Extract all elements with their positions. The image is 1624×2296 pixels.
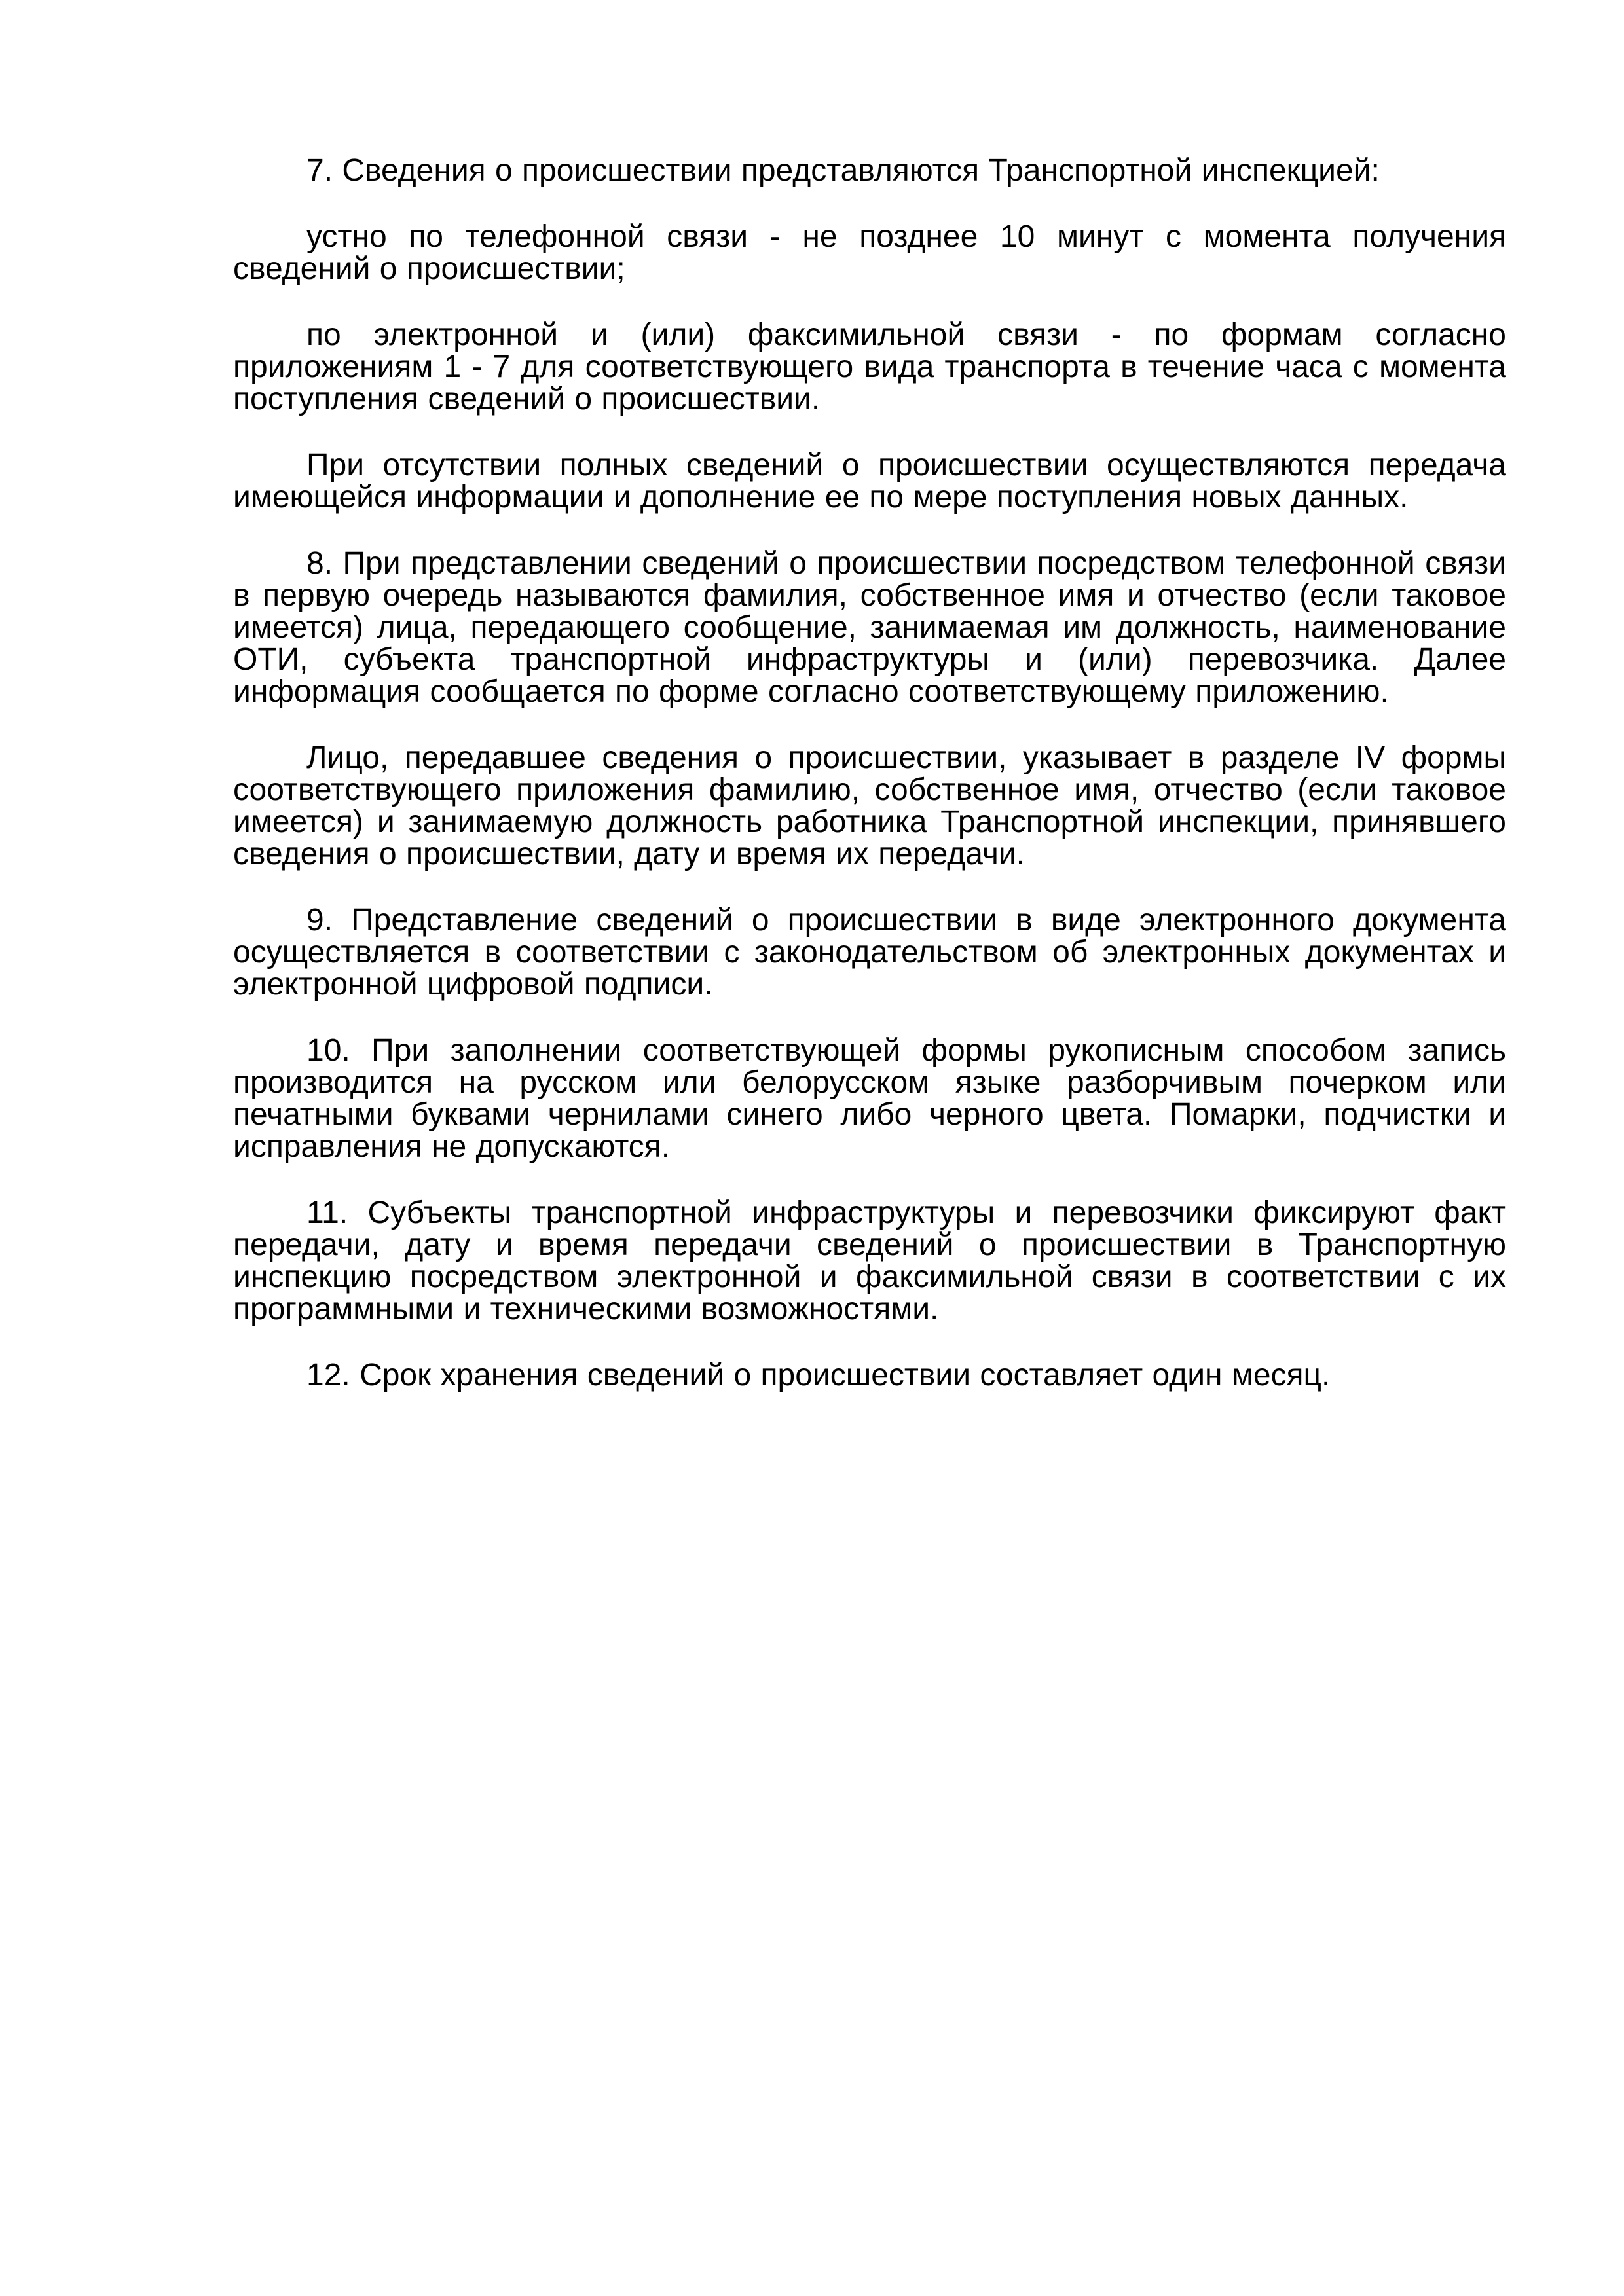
paragraph-8: 8. При представлении сведений о происшествии посредством телефонной связи в первую очередь называются фамилия, собственное имя и отчество (если таковое имеется) лица, передающего сообщение, занимаемая им должность, наименование ОТИ, субъекта транспортной инфраструктуры и (или) перевозчика. Далее информация сообщается по форме согласно соответствующему приложению. bbox=[233, 546, 1506, 709]
paragraph-10: 10. При заполнении соответствующей формы рукописным способом запись производится на русском или белорусском языке разборчивым почерком или печатными буквами чернилами синего либо черного цвета. Помарки, подчистки и исправления не допускаются. bbox=[233, 1033, 1506, 1164]
paragraph-8-note: Лицо, передавшее сведения о происшествии, указывает в разделе IV формы соответствующего приложения фамилию, собственное имя, отчество (если таковое имеется) и занимаемую должность работника Транспортной инспекции, принявшего сведения о происшествии, дату и время их передачи. bbox=[233, 740, 1506, 871]
paragraph-7-item-phone: устно по телефонной связи - не позднее 10 минут с момента получения сведений о происшествии; bbox=[233, 219, 1506, 286]
paragraph-7-note: При отсутствии полных сведений о происшествии осуществляются передача имеющейся информации и дополнение ее по мере поступления новых данных. bbox=[233, 448, 1506, 515]
paragraph-7-item-email: по электронной и (или) факсимильной связи - по формам согласно приложениям 1 - 7 для соответствующего вида транспорта в течение часа с момента поступления сведений о происшествии. bbox=[233, 318, 1506, 416]
paragraph-7: 7. Сведения о происшествии представляются Транспортной инспекцией: bbox=[306, 153, 1380, 188]
paragraph-12: 12. Срок хранения сведений о происшествии составляет один месяц. bbox=[306, 1358, 1331, 1393]
paragraph-11: 11. Субъекты транспортной инфраструктуры и перевозчики фиксируют факт передачи, дату и время передачи сведений о происшествии в Транспортную инспекцию посредством электронной и факсимильной связи в соответствии с их программными и техническими возможностями. bbox=[233, 1195, 1506, 1326]
paragraph-9: 9. Представление сведений о происшествии в виде электронного документа осуществляется в соответствии с законодательством об электронных документах и электронной цифровой подписи. bbox=[233, 903, 1506, 1002]
document-text-block bbox=[233, 155, 1506, 1391]
